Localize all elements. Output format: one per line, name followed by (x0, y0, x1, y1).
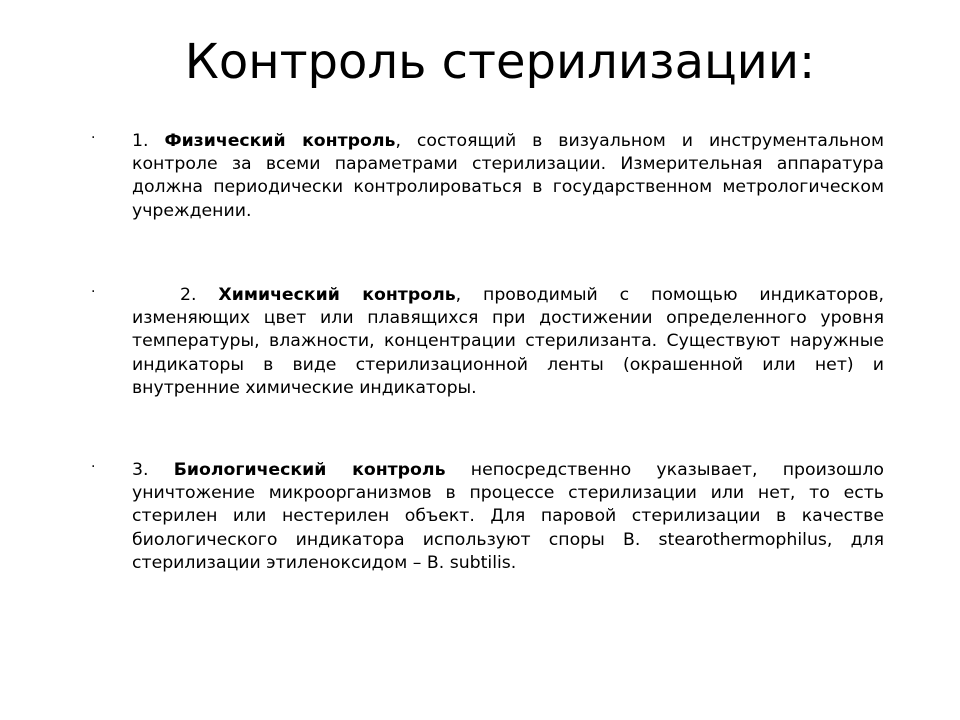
item-number: 3. (132, 460, 149, 480)
item-text: , проводимый с помощью индикаторов, изменяющих цвет или плавящихся при достижении определенного уровня температуры, влажности, концентрации стерилизанта. Существуют наружные индикаторы в виде стерилизационной ленты (окрашенной или нет) и внутренние химические индикаторы. (132, 285, 885, 398)
item-term: Химический контроль (218, 285, 456, 305)
list-item-chemical-control (91, 284, 885, 400)
item-text: непосредственно указывает, произошло уничтожение микроорганизмов в процессе стерилизации или нет, то есть стерилен или нестерилен объект. Для паровой стерилизации в качестве биологического индикатора используют споры B. stearothermophilus, для стерилизации этиленоксидом – B. subtilis. (132, 460, 884, 573)
bullet-dot-icon: · (91, 284, 96, 300)
bullet-dot-icon: · (91, 130, 96, 146)
bullet-dot-icon: · (91, 459, 96, 475)
item-text: , состоящий в визуальном и инструментальном контроле за всеми параметрами стерилизации. Измерительная аппаратура должна периодически контролироваться в государственном метрологическом учреждении. (132, 131, 884, 221)
list-item-physical-control (91, 130, 884, 223)
item-term: Биологический контроль (173, 460, 446, 480)
item-number: 2. (180, 285, 197, 305)
list-item-biological-control (91, 459, 884, 575)
item-term: Физический контроль (164, 131, 396, 151)
item-number: 1. (132, 131, 149, 151)
slide-title: Контроль стерилизации: (184, 34, 816, 90)
